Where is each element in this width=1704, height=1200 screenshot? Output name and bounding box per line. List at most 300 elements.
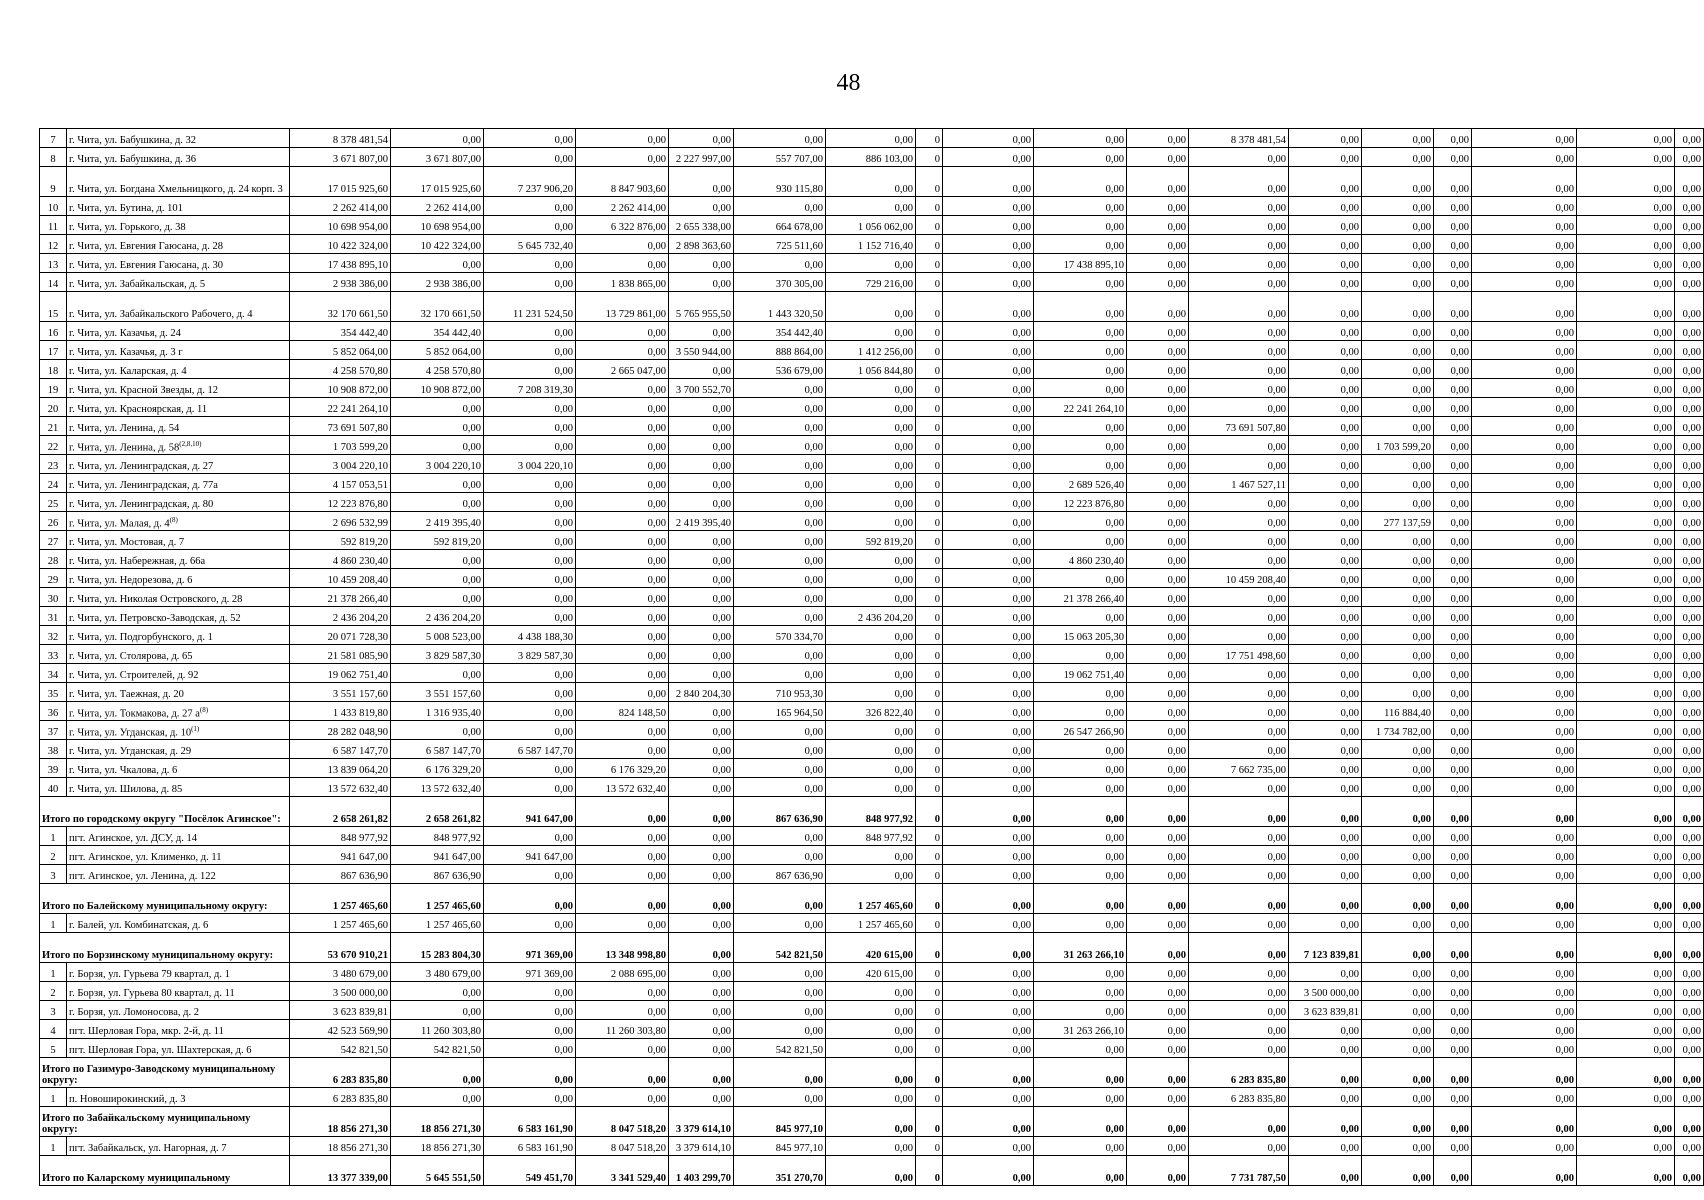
value-cell: 0,00: [1675, 645, 1704, 664]
value-cell: 867 636,90: [290, 865, 391, 884]
value-cell: 0,00: [1127, 512, 1189, 531]
total-label: Итого по Газимуро-Заводскому муниципальному округу:: [40, 1058, 290, 1088]
table-total-row: [40, 1107, 1704, 1137]
value-cell: 0,00: [943, 550, 1034, 569]
table-row: [40, 273, 1704, 292]
address-text: г. Чита, ул. Бабушкина, д. 36: [69, 154, 197, 165]
row-number: 38: [40, 740, 67, 759]
value-cell: 0,00: [1675, 778, 1704, 797]
value-cell: 0,00: [1189, 493, 1289, 512]
value-cell: 0,00: [669, 963, 734, 982]
value-cell: 0,00: [484, 982, 576, 1001]
value-cell: 0,00: [734, 531, 826, 550]
value-cell: 0,00: [1675, 963, 1704, 982]
value-cell: 0,00: [1127, 884, 1189, 914]
value-cell: 0,00: [1577, 341, 1675, 360]
value-cell: 0,00: [1675, 1039, 1704, 1058]
address-text: г. Чита, ул. Ленина, д. 58: [69, 442, 180, 453]
value-cell: 0,00: [734, 398, 826, 417]
value-cell: 0,00: [943, 702, 1034, 721]
value-cell: 0,00: [1434, 914, 1472, 933]
value-cell: 0,00: [1675, 322, 1704, 341]
value-cell: 0,00: [484, 702, 576, 721]
value-cell: 0,00: [1034, 197, 1127, 216]
value-cell: 0,00: [1472, 273, 1577, 292]
value-cell: 354 442,40: [734, 322, 826, 341]
value-cell: 3 480 679,00: [290, 963, 391, 982]
value-cell: 73 691 507,80: [290, 417, 391, 436]
value-cell: 0,00: [1127, 626, 1189, 645]
value-cell: 0,00: [1289, 1058, 1362, 1088]
value-cell: 1 412 256,00: [826, 341, 916, 360]
value-cell: 0: [916, 148, 943, 167]
value-cell: 0,00: [1189, 436, 1289, 455]
value-cell: 7 208 319,30: [484, 379, 576, 398]
value-cell: 0,00: [943, 493, 1034, 512]
value-cell: 0,00: [1189, 740, 1289, 759]
row-number: 26: [40, 512, 67, 531]
value-cell: 10 422 324,00: [391, 235, 484, 254]
address-cell: [67, 963, 290, 982]
value-cell: 0,00: [1472, 341, 1577, 360]
row-number: 34: [40, 664, 67, 683]
value-cell: 0,00: [576, 474, 669, 493]
row-number: 3: [40, 1001, 67, 1020]
value-cell: 0,00: [1675, 398, 1704, 417]
value-cell: 10 698 954,00: [290, 216, 391, 235]
value-cell: 0,00: [1289, 626, 1362, 645]
table-row: [40, 827, 1704, 846]
row-number: 2: [40, 846, 67, 865]
value-cell: 0,00: [1189, 626, 1289, 645]
address-cell: [67, 1039, 290, 1058]
address-cell: [67, 341, 290, 360]
value-cell: 0,00: [1472, 645, 1577, 664]
value-cell: 0,00: [1472, 197, 1577, 216]
value-cell: 0,00: [1189, 702, 1289, 721]
value-cell: 0,00: [943, 360, 1034, 379]
table-row: [40, 436, 1704, 455]
value-cell: 0,00: [1675, 865, 1704, 884]
value-cell: 0,00: [1577, 588, 1675, 607]
value-cell: 0,00: [1472, 129, 1577, 148]
value-cell: 0,00: [1034, 455, 1127, 474]
value-cell: 0,00: [1434, 550, 1472, 569]
address-cell: [67, 1020, 290, 1039]
value-cell: 0,00: [826, 417, 916, 436]
value-cell: 0,00: [484, 398, 576, 417]
value-cell: 0: [916, 1020, 943, 1039]
value-cell: 0,00: [576, 417, 669, 436]
footnote-mark: (2,8,10): [179, 439, 202, 448]
value-cell: 351 270,70: [734, 1156, 826, 1186]
value-cell: 0,00: [1034, 1088, 1127, 1107]
value-cell: 0,00: [484, 1039, 576, 1058]
value-cell: 0,00: [576, 455, 669, 474]
value-cell: 0,00: [1675, 273, 1704, 292]
value-cell: 0,00: [1289, 129, 1362, 148]
table-row: [40, 550, 1704, 569]
value-cell: 0,00: [1577, 550, 1675, 569]
value-cell: 0,00: [1127, 914, 1189, 933]
value-cell: 0,00: [1127, 1088, 1189, 1107]
value-cell: 0: [916, 645, 943, 664]
value-cell: 0,00: [1577, 1088, 1675, 1107]
value-cell: 0,00: [1034, 531, 1127, 550]
address-text: г. Борзя, ул. Ломоносова, д. 2: [69, 1007, 199, 1018]
value-cell: 0: [916, 235, 943, 254]
row-number: 21: [40, 417, 67, 436]
value-cell: 0,00: [1472, 884, 1577, 914]
row-number: 20: [40, 398, 67, 417]
value-cell: 32 170 661,50: [290, 292, 391, 322]
value-cell: 0,00: [1434, 721, 1472, 740]
table-row: [40, 1088, 1704, 1107]
address-text: г. Чита, ул. Шилова, д. 85: [69, 784, 183, 795]
value-cell: 0,00: [1675, 683, 1704, 702]
value-cell: 0,00: [943, 914, 1034, 933]
address-text: г. Чита, ул. Евгения Гаюсана, д. 30: [69, 260, 223, 271]
value-cell: 549 451,70: [484, 1156, 576, 1186]
value-cell: 0,00: [1362, 550, 1434, 569]
table-row: [40, 129, 1704, 148]
value-cell: 0,00: [943, 645, 1034, 664]
value-cell: 0,00: [826, 322, 916, 341]
value-cell: 4 258 570,80: [391, 360, 484, 379]
value-cell: 0,00: [1472, 1088, 1577, 1107]
value-cell: 2 262 414,00: [290, 197, 391, 216]
address-text: г. Чита, ул. Ленина, д. 54: [69, 423, 180, 434]
address-text: г. Чита, ул. Недорезова, д. 6: [69, 575, 193, 586]
address-text: г. Чита, ул. Красной Звезды, д. 12: [69, 385, 219, 396]
value-cell: 0,00: [669, 1039, 734, 1058]
value-cell: 0,00: [1189, 884, 1289, 914]
value-cell: 0,00: [1289, 474, 1362, 493]
value-cell: 0,00: [484, 148, 576, 167]
address-text: г. Чита, ул. Угданская, д. 10: [69, 727, 192, 738]
value-cell: 0,00: [1127, 398, 1189, 417]
value-cell: 0,00: [484, 778, 576, 797]
value-cell: 17 438 895,10: [1034, 254, 1127, 273]
value-cell: 0,00: [734, 645, 826, 664]
value-cell: 0: [916, 531, 943, 550]
value-cell: 0,00: [1127, 778, 1189, 797]
value-cell: 0,00: [943, 865, 1034, 884]
value-cell: 17 015 925,60: [290, 167, 391, 197]
value-cell: 0,00: [484, 436, 576, 455]
value-cell: 0,00: [1362, 197, 1434, 216]
value-cell: 18 856 271,30: [391, 1137, 484, 1156]
value-cell: 0,00: [1577, 216, 1675, 235]
value-cell: 0,00: [734, 474, 826, 493]
value-cell: 0,00: [484, 360, 576, 379]
row-number: 17: [40, 341, 67, 360]
address-text: г. Чита, ул. Каларская, д. 4: [69, 366, 187, 377]
value-cell: 0,00: [1289, 884, 1362, 914]
value-cell: 0,00: [943, 626, 1034, 645]
value-cell: 0,00: [1362, 797, 1434, 827]
value-cell: 1 467 527,11: [1189, 474, 1289, 493]
address-cell: [67, 129, 290, 148]
value-cell: 6 283 835,80: [290, 1088, 391, 1107]
value-cell: 0,00: [669, 322, 734, 341]
value-cell: 0: [916, 702, 943, 721]
value-cell: 0,00: [1675, 436, 1704, 455]
value-cell: 0,00: [576, 550, 669, 569]
value-cell: 0,00: [943, 1039, 1034, 1058]
value-cell: 0,00: [1289, 865, 1362, 884]
value-cell: 0,00: [1362, 235, 1434, 254]
value-cell: 0,00: [1189, 167, 1289, 197]
value-cell: 6 283 835,80: [1189, 1088, 1289, 1107]
value-cell: 0,00: [1362, 1039, 1434, 1058]
value-cell: 0: [916, 664, 943, 683]
value-cell: 0,00: [669, 417, 734, 436]
value-cell: 116 884,40: [1362, 702, 1434, 721]
value-cell: 0,00: [1034, 607, 1127, 626]
value-cell: 0,00: [1472, 1137, 1577, 1156]
row-number: 1: [40, 1088, 67, 1107]
row-number: 24: [40, 474, 67, 493]
table-row: [40, 702, 1704, 721]
value-cell: 0,00: [1434, 569, 1472, 588]
value-cell: 0,00: [1189, 360, 1289, 379]
value-cell: 0,00: [669, 197, 734, 216]
table-row: [40, 1020, 1704, 1039]
address-text: г. Чита, ул. Подгорбунского, д. 1: [69, 632, 213, 643]
value-cell: 0,00: [669, 398, 734, 417]
value-cell: 0,00: [391, 1088, 484, 1107]
value-cell: 0,00: [1434, 1039, 1472, 1058]
value-cell: 0,00: [1034, 865, 1127, 884]
value-cell: 0,00: [1127, 292, 1189, 322]
value-cell: 0,00: [1577, 1107, 1675, 1137]
value-cell: 0,00: [484, 759, 576, 778]
value-cell: 0,00: [1362, 1107, 1434, 1137]
value-cell: 0,00: [1577, 1137, 1675, 1156]
value-cell: 2 658 261,82: [290, 797, 391, 827]
value-cell: 0,00: [484, 664, 576, 683]
address-text: пгт. Шерловая Гора, мкр. 2-й, д. 11: [69, 1026, 224, 1037]
value-cell: 0,00: [1434, 512, 1472, 531]
value-cell: 0,00: [826, 455, 916, 474]
address-cell: [67, 436, 290, 455]
address-text: г. Чита, ул. Малая, д. 4: [69, 518, 170, 529]
footnote-mark: (8): [169, 515, 178, 524]
value-cell: 0,00: [1434, 1001, 1472, 1020]
value-cell: 0,00: [1675, 884, 1704, 914]
value-cell: 0,00: [1189, 216, 1289, 235]
value-cell: 867 636,90: [734, 797, 826, 827]
value-cell: 0,00: [1127, 1107, 1189, 1137]
value-cell: 0: [916, 322, 943, 341]
value-cell: 0,00: [1472, 455, 1577, 474]
address-cell: [67, 512, 290, 531]
value-cell: 0,00: [1189, 148, 1289, 167]
value-cell: 0,00: [576, 1058, 669, 1088]
value-cell: 0,00: [1675, 740, 1704, 759]
value-cell: 0,00: [484, 493, 576, 512]
value-cell: 0,00: [391, 1058, 484, 1088]
value-cell: 0,00: [1127, 1156, 1189, 1186]
value-cell: 0,00: [484, 865, 576, 884]
value-cell: 0,00: [1577, 531, 1675, 550]
value-cell: 0,00: [734, 1088, 826, 1107]
value-cell: 0,00: [484, 216, 576, 235]
value-cell: 0,00: [826, 474, 916, 493]
value-cell: 0,00: [826, 292, 916, 322]
value-cell: 0,00: [1577, 235, 1675, 254]
table-row: [40, 759, 1704, 778]
value-cell: 0,00: [734, 721, 826, 740]
value-cell: 0,00: [1472, 846, 1577, 865]
address-cell: [67, 645, 290, 664]
value-cell: 930 115,80: [734, 167, 826, 197]
value-cell: 0,00: [1577, 379, 1675, 398]
value-cell: 0,00: [1289, 254, 1362, 273]
value-cell: 0,00: [1675, 797, 1704, 827]
value-cell: 0,00: [826, 626, 916, 645]
value-cell: 0,00: [1127, 963, 1189, 982]
value-cell: 0,00: [1127, 148, 1189, 167]
value-cell: 0,00: [1434, 1156, 1472, 1186]
value-cell: 0,00: [1434, 436, 1472, 455]
value-cell: 0,00: [669, 1088, 734, 1107]
value-cell: 0,00: [1472, 778, 1577, 797]
value-cell: 0,00: [1289, 759, 1362, 778]
value-cell: 0,00: [1034, 167, 1127, 197]
value-cell: 0,00: [1362, 740, 1434, 759]
value-cell: 0,00: [1289, 778, 1362, 797]
value-cell: 0,00: [943, 982, 1034, 1001]
value-cell: 0,00: [1675, 417, 1704, 436]
value-cell: 0,00: [1362, 827, 1434, 846]
value-cell: 0,00: [1675, 1137, 1704, 1156]
table-row: [40, 982, 1704, 1001]
value-cell: 0,00: [576, 379, 669, 398]
row-number: 29: [40, 569, 67, 588]
value-cell: 0: [916, 569, 943, 588]
value-cell: 0,00: [826, 436, 916, 455]
value-cell: 0,00: [1034, 360, 1127, 379]
value-cell: 26 547 266,90: [1034, 721, 1127, 740]
value-cell: 0: [916, 254, 943, 273]
value-cell: 0,00: [1362, 645, 1434, 664]
address-cell: [67, 292, 290, 322]
address-text: г. Чита, ул. Набережная, д. 66а: [69, 556, 206, 567]
row-number: 8: [40, 148, 67, 167]
value-cell: 1 838 865,00: [576, 273, 669, 292]
value-cell: 0,00: [576, 322, 669, 341]
value-cell: 0,00: [1127, 531, 1189, 550]
value-cell: 0,00: [484, 1001, 576, 1020]
value-cell: 0,00: [1472, 683, 1577, 702]
value-cell: 4 860 230,40: [290, 550, 391, 569]
value-cell: 0,00: [1472, 379, 1577, 398]
value-cell: 0,00: [1577, 846, 1675, 865]
value-cell: 557 707,00: [734, 148, 826, 167]
value-cell: 0,00: [1362, 569, 1434, 588]
value-cell: 0,00: [1472, 254, 1577, 273]
value-cell: 0,00: [1127, 550, 1189, 569]
value-cell: 0,00: [484, 721, 576, 740]
value-cell: 0,00: [1577, 683, 1675, 702]
value-cell: 1 734 782,00: [1362, 721, 1434, 740]
value-cell: 0,00: [943, 1020, 1034, 1039]
value-cell: 0,00: [576, 865, 669, 884]
value-cell: 2 689 526,40: [1034, 474, 1127, 493]
value-cell: 0,00: [943, 588, 1034, 607]
value-cell: 848 977,92: [826, 797, 916, 827]
value-cell: 0,00: [1675, 167, 1704, 197]
value-cell: 0,00: [943, 1058, 1034, 1088]
value-cell: 0,00: [1577, 702, 1675, 721]
value-cell: 0,00: [943, 254, 1034, 273]
value-cell: 0,00: [484, 569, 576, 588]
address-text: п. Новоширокинский, д. 3: [69, 1094, 186, 1105]
address-cell: [67, 322, 290, 341]
value-cell: 8 047 518,20: [576, 1137, 669, 1156]
value-cell: 0,00: [1675, 626, 1704, 645]
value-cell: 0,00: [826, 721, 916, 740]
value-cell: 354 442,40: [391, 322, 484, 341]
value-cell: 0,00: [1289, 417, 1362, 436]
value-cell: 0,00: [1472, 963, 1577, 982]
value-cell: 0,00: [1675, 933, 1704, 963]
value-cell: 0,00: [1675, 1020, 1704, 1039]
value-cell: 0,00: [576, 982, 669, 1001]
value-cell: 0,00: [1472, 1039, 1577, 1058]
table-row: [40, 1001, 1704, 1020]
value-cell: 0,00: [1289, 436, 1362, 455]
value-cell: 0,00: [1127, 474, 1189, 493]
value-cell: 0,00: [943, 933, 1034, 963]
value-cell: 0,00: [1577, 197, 1675, 216]
value-cell: 0,00: [1577, 721, 1675, 740]
value-cell: 0,00: [1127, 702, 1189, 721]
table-row: [40, 1137, 1704, 1156]
row-number: 22: [40, 436, 67, 455]
footnote-mark: (1): [191, 724, 200, 733]
value-cell: 2 227 997,00: [669, 148, 734, 167]
value-cell: 21 378 266,40: [290, 588, 391, 607]
value-cell: 0,00: [391, 721, 484, 740]
value-cell: 0,00: [576, 254, 669, 273]
value-cell: 0: [916, 474, 943, 493]
value-cell: 0,00: [669, 1001, 734, 1020]
value-cell: 17 015 925,60: [391, 167, 484, 197]
table-row: [40, 963, 1704, 982]
value-cell: 0,00: [734, 759, 826, 778]
value-cell: 0,00: [1034, 1137, 1127, 1156]
value-cell: 0,00: [1362, 379, 1434, 398]
value-cell: 0,00: [1472, 721, 1577, 740]
value-cell: 941 647,00: [290, 846, 391, 865]
value-cell: 0,00: [1034, 341, 1127, 360]
value-cell: 0,00: [576, 645, 669, 664]
address-text: пгт. Агинское, ул. Ленина, д. 122: [69, 871, 216, 882]
value-cell: 6 176 329,20: [576, 759, 669, 778]
table-total-row: [40, 933, 1704, 963]
value-cell: 3 829 587,30: [391, 645, 484, 664]
value-cell: 0,00: [734, 379, 826, 398]
value-cell: 0,00: [1675, 493, 1704, 512]
value-cell: 0: [916, 436, 943, 455]
value-cell: 0,00: [1472, 982, 1577, 1001]
value-cell: 0,00: [943, 512, 1034, 531]
value-cell: 1 257 465,60: [290, 914, 391, 933]
value-cell: 0,00: [1289, 607, 1362, 626]
